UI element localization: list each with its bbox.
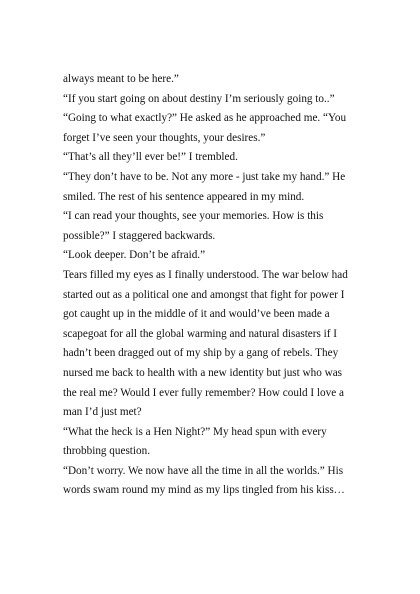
text-line: Tears filled my eyes as I finally understood. The war below had: [63, 268, 348, 281]
text-line: man I’d just met?: [63, 406, 142, 419]
text-line: “Going to what exactly?” He asked as he approached me. “You: [63, 112, 347, 125]
text-line: started out as a political one and amongst that fight for power I: [63, 288, 345, 301]
text-line: always meant to be here.”: [63, 73, 179, 85]
text-line: possible?” I staggered backwards.: [63, 229, 216, 242]
text-line: got caught up in the middle of it and would’ve been made a: [63, 308, 330, 321]
text-line: “If you start going on about destiny I’m seriously going to..”: [63, 92, 335, 105]
text-line: the real me? Would I ever fully remember? How could I love a: [63, 386, 344, 399]
text-line: words swam round my mind as my lips tingled from his kiss…: [63, 484, 345, 497]
text-line: “Look deeper. Don’t be afraid.”: [63, 249, 206, 262]
text-line: “Don’t worry. We now have all the time in all the worlds.” His: [63, 464, 344, 477]
text-line: hadn’t been dragged out of my ship by a gang of rebels. They: [63, 347, 339, 360]
text-line: smiled. The rest of his sentence appeared in my mind.: [63, 190, 305, 203]
text-line: “I can read your thoughts, see your memories. How is this: [63, 210, 324, 223]
text-line: “That’s all they’ll ever be!” I trembled.: [63, 151, 238, 164]
text-line: nursed me back to health with a new identity but just who was: [63, 366, 343, 379]
text-line: scapegoat for all the global warming and natural disasters if I: [63, 327, 338, 340]
text-line: “What the heck is a Hen Night?” My head spun with every: [63, 425, 327, 438]
text-line: “They don’t have to be. Not any more - just take my hand.” He: [63, 170, 346, 183]
text-line: forget I’ve seen your thoughts, your desires.”: [63, 131, 266, 144]
body-text: [63, 70, 363, 501]
text-line: throbbing question.: [63, 445, 151, 458]
